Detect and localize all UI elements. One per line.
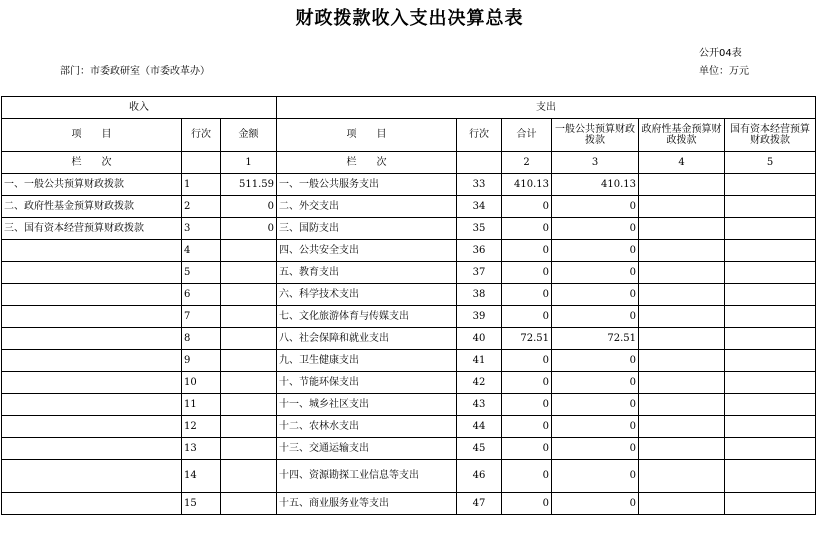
state-capital-cell	[725, 284, 816, 306]
general-budget-header: 一般公共预算财政拨款	[552, 119, 639, 152]
income-item-cell: 二、政府性基金预算财政拨款	[2, 196, 182, 218]
state-capital-cell	[725, 372, 816, 394]
income-line-cell: 1	[182, 174, 221, 196]
expense-line-cell: 34	[457, 196, 502, 218]
expense-line-cell: 47	[457, 493, 502, 515]
total-cell: 0	[502, 394, 552, 416]
table-row	[2, 460, 816, 493]
expense-item-cell: 七、文化旅游体育与传媒支出	[277, 306, 457, 328]
income-line-cell: 6	[182, 284, 221, 306]
income-amount-cell	[221, 240, 277, 262]
report-title: 财政拨款收入支出决算总表	[295, 8, 524, 29]
income-item-cell: 三、国有资本经营预算财政拨款	[2, 218, 182, 240]
income-line-cell: 14	[182, 460, 221, 493]
gov-fund-cell	[639, 284, 725, 306]
expense-line-cell: 40	[457, 328, 502, 350]
expense-item-cell: 十五、商业服务业等支出	[277, 493, 457, 515]
income-amount-cell	[221, 350, 277, 372]
total-cell: 0	[502, 416, 552, 438]
expense-item-cell: 五、教育支出	[277, 262, 457, 284]
expense-item-cell: 十、节能环保支出	[277, 372, 457, 394]
gov-fund-cell	[639, 350, 725, 372]
state-capital-header: 国有资本经营预算财政拨款	[725, 119, 816, 152]
expense-line-cell: 43	[457, 394, 502, 416]
income-amount-cell	[221, 394, 277, 416]
total-cell: 0	[502, 372, 552, 394]
general-budget-cell: 72.51	[552, 328, 639, 350]
expense-line-cell: 37	[457, 262, 502, 284]
total-cell: 0	[502, 493, 552, 515]
general-budget-cell: 0	[552, 306, 639, 328]
general-budget-cell: 0	[552, 460, 639, 493]
empty-cell	[457, 152, 502, 174]
gov-fund-cell	[639, 493, 725, 515]
expense-item-cell: 二、外交支出	[277, 196, 457, 218]
gov-fund-cell	[639, 416, 725, 438]
unit-label: 单位：万元	[699, 66, 749, 77]
income-item-cell	[2, 460, 182, 493]
income-amount-cell: 511.59	[221, 174, 277, 196]
general-budget-cell: 0	[552, 196, 639, 218]
expense-line-cell: 46	[457, 460, 502, 493]
total-cell: 72.51	[502, 328, 552, 350]
gov-fund-cell	[639, 196, 725, 218]
expense-line-cell: 33	[457, 174, 502, 196]
general-budget-cell: 0	[552, 218, 639, 240]
income-item-cell	[2, 416, 182, 438]
expense-line-cell: 35	[457, 218, 502, 240]
general-budget-cell: 0	[552, 416, 639, 438]
income-line-cell: 10	[182, 372, 221, 394]
expense-line-cell: 42	[457, 372, 502, 394]
total-cell: 0	[502, 218, 552, 240]
income-line-cell: 2	[182, 196, 221, 218]
state-capital-cell	[725, 416, 816, 438]
income-item-cell	[2, 328, 182, 350]
state-capital-cell	[725, 174, 816, 196]
general-budget-cell: 0	[552, 372, 639, 394]
income-line-cell: 3	[182, 218, 221, 240]
expense-line-header: 行次	[457, 119, 502, 152]
expense-item-cell: 八、社会保障和就业支出	[277, 328, 457, 350]
state-capital-cell	[725, 394, 816, 416]
total-cell: 0	[502, 306, 552, 328]
income-amount-cell	[221, 328, 277, 350]
table-row	[2, 262, 816, 284]
state-capital-cell	[725, 460, 816, 493]
general-budget-cell: 410.13	[552, 174, 639, 196]
column-number-2: 2	[502, 152, 552, 174]
income-line-cell: 13	[182, 438, 221, 460]
income-line-cell: 4	[182, 240, 221, 262]
total-cell: 0	[502, 196, 552, 218]
gov-fund-header: 政府性基金预算财政拨款	[639, 119, 725, 152]
budget-summary-table	[1, 96, 816, 515]
income-amount-cell	[221, 460, 277, 493]
table-row	[2, 416, 816, 438]
income-line-header: 行次	[182, 119, 221, 152]
gov-fund-cell	[639, 438, 725, 460]
expense-item-header: 项 目	[277, 119, 457, 152]
expense-item-cell: 十四、资源勘探工业信息等支出	[277, 460, 457, 493]
general-budget-cell: 0	[552, 284, 639, 306]
income-amount-cell	[221, 262, 277, 284]
state-capital-cell	[725, 350, 816, 372]
income-item-cell	[2, 306, 182, 328]
general-budget-cell: 0	[552, 394, 639, 416]
income-header: 收入	[2, 97, 277, 119]
income-amount-cell: 0	[221, 196, 277, 218]
gov-fund-cell	[639, 218, 725, 240]
total-cell: 0	[502, 284, 552, 306]
expense-item-cell: 三、国防支出	[277, 218, 457, 240]
state-capital-cell	[725, 262, 816, 284]
gov-fund-cell	[639, 240, 725, 262]
income-amount-cell	[221, 284, 277, 306]
income-item-header: 项 目	[2, 119, 182, 152]
table-row	[2, 350, 816, 372]
income-amount-cell: 0	[221, 218, 277, 240]
income-item-cell	[2, 350, 182, 372]
state-capital-cell	[725, 218, 816, 240]
expense-line-cell: 44	[457, 416, 502, 438]
income-item-cell	[2, 438, 182, 460]
expense-line-cell: 45	[457, 438, 502, 460]
total-cell: 0	[502, 240, 552, 262]
expense-item-cell: 十一、城乡社区支出	[277, 394, 457, 416]
table-row	[2, 240, 816, 262]
income-item-cell	[2, 372, 182, 394]
table-row	[2, 394, 816, 416]
state-capital-cell	[725, 240, 816, 262]
expense-line-cell: 38	[457, 284, 502, 306]
income-line-cell: 11	[182, 394, 221, 416]
department-label: 部门：市委政研室（市委改革办）	[60, 66, 210, 77]
income-item-cell: 一、一般公共预算财政拨款	[2, 174, 182, 196]
general-budget-cell: 0	[552, 262, 639, 284]
expense-item-cell: 一、一般公共服务支出	[277, 174, 457, 196]
income-line-cell: 9	[182, 350, 221, 372]
total-cell: 0	[502, 438, 552, 460]
expense-item-cell: 十二、农林水支出	[277, 416, 457, 438]
expense-item-cell: 六、科学技术支出	[277, 284, 457, 306]
state-capital-cell	[725, 196, 816, 218]
income-item-cell	[2, 394, 182, 416]
income-amount-cell	[221, 438, 277, 460]
column-number-3: 3	[552, 152, 639, 174]
income-line-cell: 8	[182, 328, 221, 350]
income-column-label: 栏 次	[2, 152, 182, 174]
general-budget-cell: 0	[552, 438, 639, 460]
column-number-1: 1	[221, 152, 277, 174]
expense-line-cell: 39	[457, 306, 502, 328]
state-capital-cell	[725, 493, 816, 515]
table-row	[2, 196, 816, 218]
gov-fund-cell	[639, 174, 725, 196]
gov-fund-cell	[639, 372, 725, 394]
income-item-cell	[2, 493, 182, 515]
column-number-5: 5	[725, 152, 816, 174]
total-cell: 0	[502, 460, 552, 493]
income-amount-cell	[221, 416, 277, 438]
expense-line-cell: 36	[457, 240, 502, 262]
table-row	[2, 306, 816, 328]
table-row	[2, 284, 816, 306]
income-item-cell	[2, 262, 182, 284]
gov-fund-cell	[639, 262, 725, 284]
total-cell: 0	[502, 350, 552, 372]
expense-column-label: 栏 次	[277, 152, 457, 174]
gov-fund-cell	[639, 306, 725, 328]
gov-fund-cell	[639, 460, 725, 493]
expense-item-cell: 十三、交通运输支出	[277, 438, 457, 460]
state-capital-cell	[725, 438, 816, 460]
expense-item-cell: 九、卫生健康支出	[277, 350, 457, 372]
state-capital-cell	[725, 306, 816, 328]
gov-fund-cell	[639, 328, 725, 350]
general-budget-cell: 0	[552, 240, 639, 262]
empty-cell	[182, 152, 221, 174]
table-row	[2, 438, 816, 460]
income-amount-cell	[221, 306, 277, 328]
table-row	[2, 372, 816, 394]
expense-header: 支出	[277, 97, 816, 119]
income-line-cell: 15	[182, 493, 221, 515]
income-line-cell: 7	[182, 306, 221, 328]
amount-header: 金额	[221, 119, 277, 152]
expense-item-cell: 四、公共安全支出	[277, 240, 457, 262]
income-item-cell	[2, 284, 182, 306]
income-amount-cell	[221, 493, 277, 515]
income-amount-cell	[221, 372, 277, 394]
state-capital-cell	[725, 328, 816, 350]
gov-fund-cell	[639, 394, 725, 416]
income-item-cell	[2, 240, 182, 262]
table-row	[2, 218, 816, 240]
table-row	[2, 493, 816, 515]
table-row	[2, 328, 816, 350]
general-budget-cell: 0	[552, 350, 639, 372]
column-number-4: 4	[639, 152, 725, 174]
total-cell: 410.13	[502, 174, 552, 196]
income-line-cell: 5	[182, 262, 221, 284]
income-line-cell: 12	[182, 416, 221, 438]
expense-line-cell: 41	[457, 350, 502, 372]
table-row	[2, 174, 816, 196]
total-cell: 0	[502, 262, 552, 284]
general-budget-cell: 0	[552, 493, 639, 515]
total-header: 合计	[502, 119, 552, 152]
form-number: 公开04表	[699, 48, 742, 59]
